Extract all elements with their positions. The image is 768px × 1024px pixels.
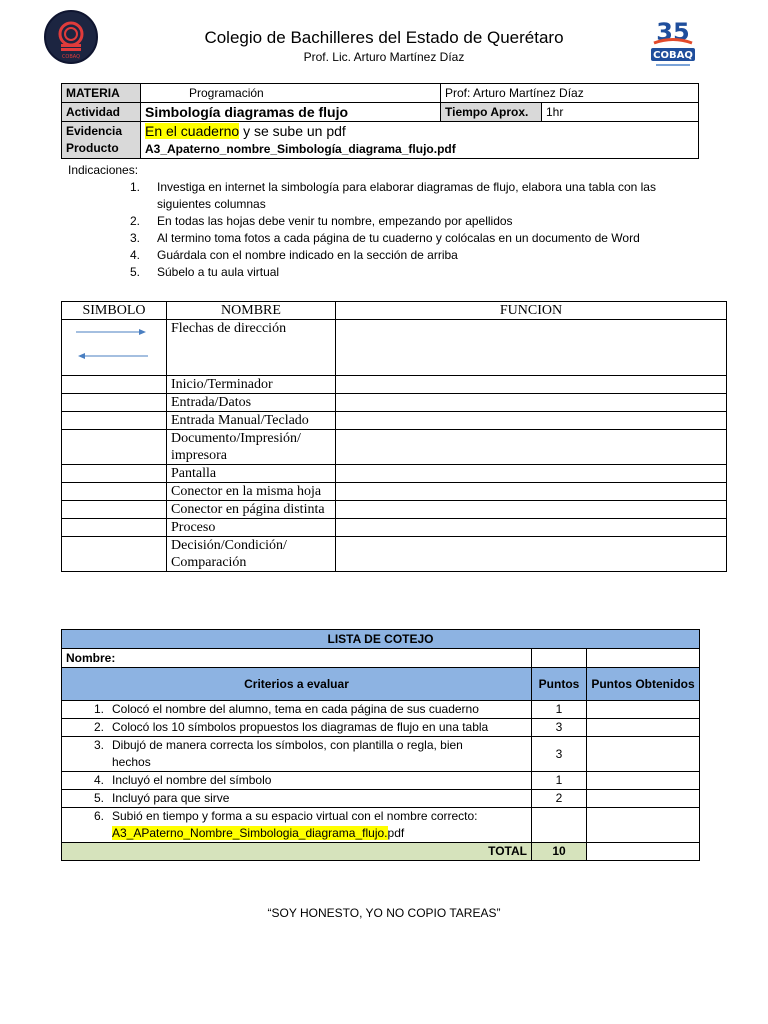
tiempo-label: Tiempo Aprox. [441,103,542,122]
actividad-row [62,103,699,122]
symbol-function[interactable] [336,394,727,412]
total-label: TOTAL [62,843,532,861]
nombre-field[interactable] [532,649,587,668]
instruction-text: Súbelo a tu aula virtual [157,265,280,279]
checklist-title-row [62,630,700,649]
honesty-quote: “SOY HONESTO, YO NO COPIO TAREAS” [267,906,501,920]
teacher-subtitle: Prof. Lic. Arturo Martínez Díaz [303,50,465,64]
total-row [62,843,700,861]
criteria-number: 5. [93,791,104,805]
criteria-number: 1. [93,702,104,716]
instruction-number: 4. [130,248,141,262]
criteria-points: 3 [532,737,587,772]
symbol-row [62,394,727,412]
symbol-cell[interactable] [62,376,167,394]
symbol-name: Documento/Impresión/ impresora [167,430,336,465]
criteria-points: 1 [532,772,587,790]
symbol-function[interactable] [336,376,727,394]
puntos-header: Puntos [532,668,587,701]
symbol-function[interactable] [336,519,727,537]
col-header-simbolo: SIMBOLO [62,302,167,320]
criteria-row [62,790,700,808]
instruction-text: En todas las hojas debe venir tu nombre, empezando por apellidos [157,214,513,228]
total-obtained[interactable] [587,843,700,861]
nombre-label: Nombre: [62,649,532,668]
criteria-text [62,701,532,719]
criteria-row [62,719,700,737]
symbol-row [62,537,727,572]
tiempo-value: 1hr [542,103,699,122]
symbol-row [62,430,727,465]
criteria-text [62,772,532,790]
symbol-function[interactable] [336,320,727,376]
criteria-number: 2. [93,720,104,734]
svg-text:COBAQ: COBAQ [61,54,81,60]
direction-arrows-icon [66,320,156,370]
criteria-filename-ext: pdf [387,826,405,840]
symbol-cell[interactable] [62,519,167,537]
criterios-header: Criterios a evaluar [62,668,532,701]
svg-text:35: 35 [656,18,690,46]
checklist-title: LISTA DE COTEJO [62,630,700,649]
criteria-obtained[interactable] [587,808,700,843]
symbol-name: Proceso [167,519,336,537]
criteria-points: 1 [532,701,587,719]
col-header-nombre: NOMBRE [167,302,336,320]
criteria-points: 3 [532,719,587,737]
symbol-cell[interactable] [62,483,167,501]
criteria-text [62,737,532,772]
materia-row [62,84,699,103]
criteria-points [532,808,587,843]
criteria-text [62,790,532,808]
symbols-table [61,301,727,572]
symbol-cell[interactable] [62,394,167,412]
evidencia-row [62,122,699,159]
instruction-text: Al termino toma fotos a cada página de tu cuaderno y colócalas en un documento de Word [157,231,640,245]
evidencia-filename: A3_Apaterno_nombre_Simbología_diagrama_flujo.pdf [145,142,456,156]
symbol-function[interactable] [336,430,727,465]
symbol-row [62,483,727,501]
evidencia-highlight: En el cuaderno [145,123,240,139]
symbol-row [62,519,727,537]
criteria-number: 4. [93,773,104,787]
symbol-cell [62,320,167,376]
symbol-row [62,376,727,394]
criteria-row [62,701,700,719]
indicaciones-label: Indicaciones: [68,163,139,177]
checklist-name-row [62,649,700,668]
symbol-cell[interactable] [62,537,167,572]
actividad-label: Actividad [62,103,141,122]
symbol-function[interactable] [336,465,727,483]
evidencia-label: Evidencia Producto [62,122,141,159]
activity-info-table [61,83,699,159]
criteria-number: 6. [93,809,104,823]
criteria-description: Colocó los 10 símbolos propuestos los diagramas de flujo en una tabla [112,720,489,734]
symbol-function[interactable] [336,501,727,519]
symbol-function[interactable] [336,483,727,501]
nombre-field-extra[interactable] [587,649,700,668]
symbol-cell[interactable] [62,412,167,430]
symbol-function[interactable] [336,537,727,572]
prof-value: Prof: Arturo Martínez Díaz [441,84,699,103]
symbol-name: Flechas de dirección [167,320,336,376]
instruction-item [130,213,702,230]
instruction-number: 5. [130,265,141,279]
materia-label: MATERIA [62,84,141,103]
instruction-number: 2. [130,214,141,228]
checklist-table [61,629,700,861]
criteria-description-text: Subió en tiempo y forma a su espacio virtual con el nombre correcto: [112,809,478,823]
symbol-cell[interactable] [62,465,167,483]
symbol-function[interactable] [336,412,727,430]
evidencia-value [141,122,699,159]
criteria-text [62,808,532,843]
symbol-name: Entrada Manual/Teclado [167,412,336,430]
cobaq-35-logo [646,16,700,72]
criteria-description: Colocó el nombre del alumno, tema en cada página de sus cuaderno [112,702,479,716]
criteria-row [62,808,700,843]
instruction-number: 1. [130,180,141,194]
symbol-name: Pantalla [167,465,336,483]
criteria-description: Incluyó para que sirve [112,791,230,805]
instructions-list [130,179,702,281]
criteria-text [62,719,532,737]
criteria-number: 3. [93,738,104,752]
total-value: 10 [532,843,587,861]
criteria-obtained[interactable] [587,719,700,737]
symbol-row [62,320,727,376]
svg-text:COBAQ: COBAQ [653,50,693,61]
criteria-row [62,772,700,790]
symbol-row [62,412,727,430]
instruction-item [130,179,702,213]
evidencia-rest: y se sube un pdf [239,123,346,139]
instruction-text: Guárdala con el nombre indicado en la sección de arriba [157,248,458,262]
instruction-item [130,230,702,247]
school-title: Colegio de Bachilleres del Estado de Querétaro [204,28,564,47]
criteria-points: 2 [532,790,587,808]
symbol-cell[interactable] [62,430,167,465]
criteria-obtained[interactable] [587,790,700,808]
criteria-description: Incluyó el nombre del símbolo [112,773,272,787]
criteria-filename-highlight: A3_APaterno_Nombre_Simbologia_diagrama_flujo. [112,826,388,840]
symbol-name: Decisión/Condición/ Comparación [167,537,336,572]
symbols-header-row [62,302,727,320]
actividad-value: Simbología diagramas de flujo [141,103,441,122]
instruction-item [130,247,702,264]
symbol-name: Inicio/Terminador [167,376,336,394]
symbol-name: Entrada/Datos [167,394,336,412]
symbol-name: Conector en página distinta [167,501,336,519]
criteria-row [62,737,700,772]
symbol-row [62,501,727,519]
criteria-description: Dibujó de manera correcta los símbolos, con plantilla o regla, bien hechos [112,738,463,769]
criteria-obtained[interactable] [587,701,700,719]
checklist-header-row [62,668,700,701]
symbol-row [62,465,727,483]
criteria-description [66,808,527,842]
instruction-item [130,264,702,281]
anniversary-logo-icon [646,16,700,72]
col-header-funcion: FUNCION [336,302,727,320]
criteria-obtained[interactable] [587,772,700,790]
materia-value: Programación [141,84,441,103]
criteria-obtained[interactable] [587,737,700,772]
symbol-name: Conector en la misma hoja [167,483,336,501]
evidencia-text [145,122,694,140]
symbol-cell[interactable] [62,501,167,519]
instruction-number: 3. [130,231,141,245]
instruction-text: Investiga en internet la simbología para elaborar diagramas de flujo, elabora una tabla con las siguientes columnas [157,180,656,211]
obtenidos-header: Puntos Obtenidos [587,668,700,701]
